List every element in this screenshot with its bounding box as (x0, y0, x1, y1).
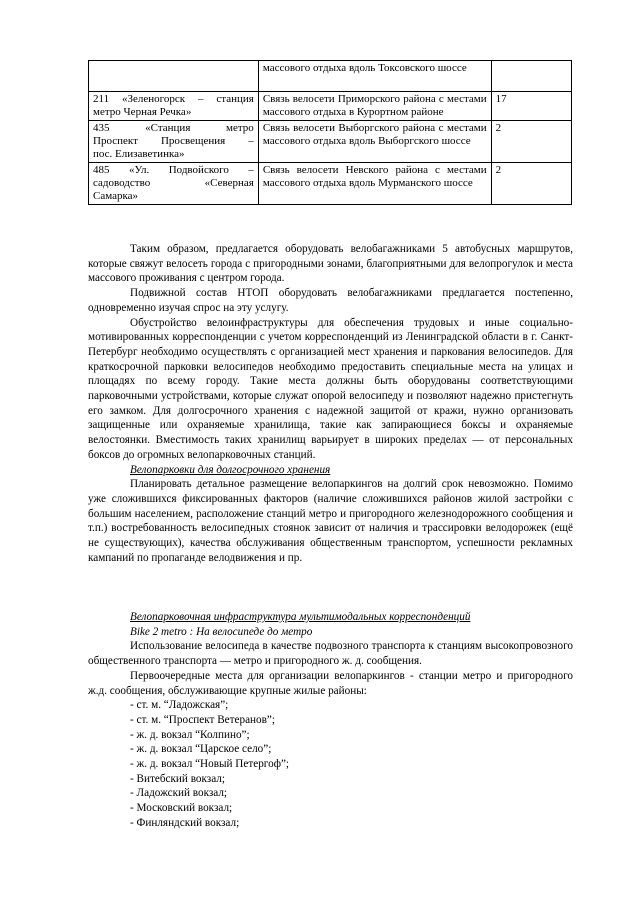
route-cell (89, 163, 259, 205)
body-text-block-1 (88, 242, 573, 565)
list-item: - ст. м. “Ладожская”; (130, 699, 229, 712)
list-item: - ж. д. вокзал “Царское село”; (130, 743, 272, 756)
paragraph: Использование велосипеда в качестве подвозного транспорта к станциям высокопровозного общественного транспорта — метро и пригородного ж. д. сообщения. (88, 640, 573, 668)
route-line: пос. Елизаветинка» (93, 148, 185, 160)
paragraph: Обустройство велоинфраструктуры для обеспечения трудовых и иные социально-мотивированных корреспонденции с учетом корреспонденций из Ленинградской области в г. Санкт-Петербург необходимо осуществлять с организацией мест хранения и паркования велосипедов. Для краткосрочной парковки велосипедов необходимо предоставить специальные места на улицах и площадях по всему городу. Такие места должны быть оборудованы соответствующими парковочными устройствами, которые служат опорой велосипеду и позволяют надежно пристегнуть его замком. Для долгосрочного хранения с надежной защитой от кражи, нужно организовать защищенные или охраняемые хранилища, такие как запирающиеся боксы и охраняемые велостоянки. Вместимость таких хранилищ варьирует в широких пределах — от персональных боксов до огромных велопарковочных станций. (88, 316, 573, 461)
route-line: метро Черная Речка» (93, 106, 192, 118)
paragraph: Первоочередные места для организации велопаркингов - станции метро и пригородного ж.д. сообщения, обслуживающие крупные жилые районы: (88, 669, 573, 697)
count-cell: 2 (491, 121, 571, 163)
paragraph: Подвижной состав НТОП оборудовать велобагажниками предлагается постепенно, одновременно изучая спрос на эту услугу. (88, 287, 573, 314)
paragraph: Планировать детальное размещение велопаркингов на долгий срок невозможно. Помимо уже сложившихся фиксированных факторов (наличие сложившихся районов жилой застройки с большим населением, расположение станций метро и пригородного железнодорожного сообщения и т.п.) востребованность велосипедных стоянок зависит от наличия и трассировки велодорожек (ещё не существующих), качества обслуживания общественным транспортом, успешности рекламных кампаний по пропаганде велодвижения и пр. (88, 478, 573, 564)
description-cell: массового отдыха вдоль Токсовского шоссе (258, 61, 491, 92)
table-row (89, 92, 572, 121)
route-line: 211 «Зеленогорск – станция (93, 93, 254, 105)
route-cell (89, 92, 259, 121)
table-row (89, 61, 572, 92)
route-line: Самарка» (93, 190, 139, 202)
list-item: - Финляндский вокзал; (130, 816, 240, 829)
route-line: садоводство «Северная (93, 177, 254, 189)
table-row (89, 121, 572, 163)
count-cell (491, 61, 571, 92)
list-item: - Ладожский вокзал; (130, 787, 228, 800)
count-cell: 17 (491, 92, 571, 121)
section-heading: Велопарковочная инфраструктура мультимодальных корреспонденций (130, 611, 471, 623)
description-cell: Связь велосети Невского района с местами массового отдыха вдоль Мурманского шоссе (258, 163, 491, 205)
stations-list (88, 698, 573, 830)
table-row (89, 163, 572, 205)
body-text-block-2 (88, 610, 573, 831)
list-item: - ст. м. “Проспект Ветеранов”; (130, 713, 275, 726)
description-cell: Связь велосети Приморского района с местами массового отдыха в Курортном районе (258, 92, 491, 121)
count-cell: 2 (491, 163, 571, 205)
section-heading: Велопарковки для долгосрочного хранения (130, 463, 331, 476)
list-item: - ж. д. вокзал “Новый Петергоф”; (130, 758, 290, 771)
list-item: - Московский вокзал; (130, 802, 233, 815)
section-subheading: Bike 2 metro : На велосипеде до метро (130, 625, 313, 638)
route-cell (89, 61, 259, 92)
paragraph: Таким образом, предлагается оборудовать велобагажниками 5 автобусных маршрутов, которые свяжут велосеть города с пригородными зонами, благоприятными для велопрогулок и места массового проживания с центром города. (88, 243, 573, 285)
route-line: 435 «Станция метро (93, 122, 254, 134)
route-line: 485 «Ул. Подвойского – (93, 164, 254, 176)
route-cell (89, 121, 259, 163)
list-item: - ж. д. вокзал “Колпино”; (130, 728, 250, 741)
description-cell: Связь велосети Выборгского района с местами массового отдыха вдоль Выборгского шоссе (258, 121, 491, 163)
route-line: Проспект Просвещения – (93, 135, 254, 147)
bus-routes-table (88, 60, 572, 205)
list-item: - Витебский вокзал; (130, 772, 225, 785)
